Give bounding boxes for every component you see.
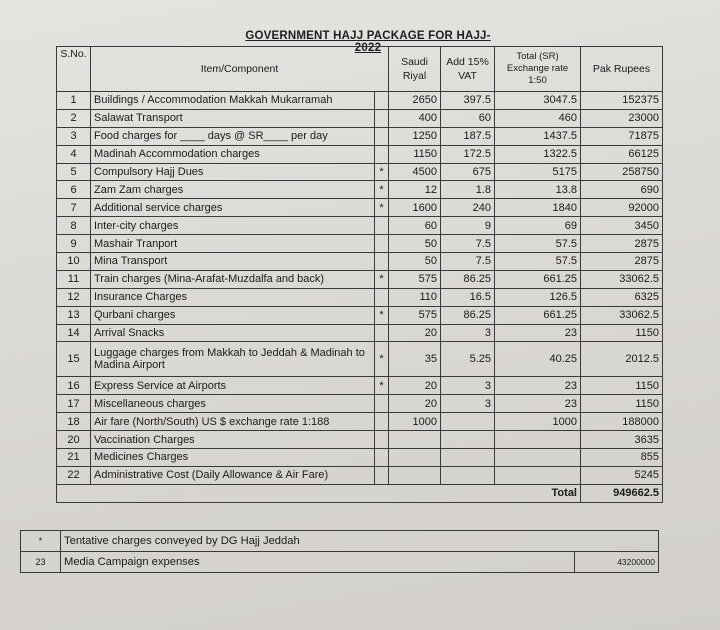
- row-pak-rupees: 33062.5: [581, 270, 663, 288]
- row-sno: 3: [57, 127, 91, 145]
- row-saudi-riyal: 2650: [389, 92, 441, 110]
- row-saudi-riyal: 4500: [389, 163, 441, 181]
- row-total-sr: 1322.5: [495, 145, 581, 163]
- table-row: [57, 377, 663, 395]
- total-row: [57, 484, 663, 502]
- row-vat: 397.5: [441, 92, 495, 110]
- row-vat: 3: [441, 395, 495, 413]
- table-row: [57, 270, 663, 288]
- row-item: Mina Transport: [91, 253, 375, 271]
- row-tentative-mark: [375, 413, 389, 431]
- row-saudi-riyal: 1150: [389, 145, 441, 163]
- row-tentative-mark: [375, 235, 389, 253]
- row-item: Air fare (North/South) US $ exchange rate 1:188: [91, 413, 375, 431]
- row-total-sr: 23: [495, 324, 581, 342]
- row-sno: 15: [57, 342, 91, 377]
- row-total-sr: 23: [495, 395, 581, 413]
- row-pak-rupees: 2012.5: [581, 342, 663, 377]
- row-total-sr: 5175: [495, 163, 581, 181]
- row-saudi-riyal: 1600: [389, 199, 441, 217]
- table-row: [57, 342, 663, 377]
- table-row: [57, 145, 663, 163]
- row-saudi-riyal: 35: [389, 342, 441, 377]
- row-vat: 3: [441, 324, 495, 342]
- row-tentative-mark: [375, 127, 389, 145]
- footnote-text: Media Campaign expenses: [61, 552, 575, 573]
- table-row: [57, 92, 663, 110]
- row-vat: 86.25: [441, 306, 495, 324]
- row-pak-rupees: 23000: [581, 109, 663, 127]
- footnote-row: [21, 552, 659, 573]
- row-total-sr: [495, 466, 581, 484]
- row-tentative-mark: [375, 217, 389, 235]
- header-saudi-riyal: Saudi Riyal: [389, 47, 441, 92]
- row-tentative-mark: *: [375, 199, 389, 217]
- row-saudi-riyal: 1000: [389, 413, 441, 431]
- row-pak-rupees: 258750: [581, 163, 663, 181]
- table-row: [57, 127, 663, 145]
- row-saudi-riyal: [389, 449, 441, 467]
- table-row: [57, 109, 663, 127]
- row-tentative-mark: [375, 449, 389, 467]
- header-pak-rupees: Pak Rupees: [581, 47, 663, 92]
- footnote-sno: 23: [21, 552, 61, 573]
- row-tentative-mark: [375, 145, 389, 163]
- row-tentative-mark: [375, 288, 389, 306]
- row-sno: 16: [57, 377, 91, 395]
- grand-total: 949662.5: [581, 484, 663, 502]
- row-pak-rupees: 92000: [581, 199, 663, 217]
- row-vat: [441, 466, 495, 484]
- row-sno: 21: [57, 449, 91, 467]
- row-saudi-riyal: 400: [389, 109, 441, 127]
- table-row: [57, 181, 663, 199]
- row-tentative-mark: *: [375, 342, 389, 377]
- row-vat: 86.25: [441, 270, 495, 288]
- row-sno: 11: [57, 270, 91, 288]
- row-pak-rupees: 2875: [581, 253, 663, 271]
- row-vat: 7.5: [441, 235, 495, 253]
- table-header-row: [57, 47, 663, 92]
- row-total-sr: [495, 431, 581, 449]
- footnote-text: Tentative charges conveyed by DG Hajj Jeddah: [61, 531, 659, 552]
- row-vat: 16.5: [441, 288, 495, 306]
- table-row: [57, 199, 663, 217]
- footnote-row: [21, 531, 659, 552]
- row-saudi-riyal: 60: [389, 217, 441, 235]
- row-vat: 60: [441, 109, 495, 127]
- row-vat: 5.25: [441, 342, 495, 377]
- row-pak-rupees: 6325: [581, 288, 663, 306]
- row-pak-rupees: 33062.5: [581, 306, 663, 324]
- row-vat: 9: [441, 217, 495, 235]
- table-row: [57, 324, 663, 342]
- row-tentative-mark: *: [375, 181, 389, 199]
- row-vat: 3: [441, 377, 495, 395]
- row-vat: 675: [441, 163, 495, 181]
- row-sno: 10: [57, 253, 91, 271]
- footnote-pkr: 43200000: [575, 552, 659, 573]
- row-total-sr: 1000: [495, 413, 581, 431]
- row-item: Medicines Charges: [91, 449, 375, 467]
- row-item: Miscellaneous charges: [91, 395, 375, 413]
- row-item: Buildings / Accommodation Makkah Mukarramah: [91, 92, 375, 110]
- row-total-sr: 3047.5: [495, 92, 581, 110]
- row-sno: 9: [57, 235, 91, 253]
- row-pak-rupees: 71875: [581, 127, 663, 145]
- table-row: [57, 395, 663, 413]
- row-tentative-mark: *: [375, 163, 389, 181]
- row-item: Compulsory Hajj Dues: [91, 163, 375, 181]
- table-row: [57, 217, 663, 235]
- row-pak-rupees: 2875: [581, 235, 663, 253]
- header-vat: Add 15% VAT: [441, 47, 495, 92]
- row-vat: 240: [441, 199, 495, 217]
- row-pak-rupees: 855: [581, 449, 663, 467]
- row-saudi-riyal: 110: [389, 288, 441, 306]
- row-vat: 1.8: [441, 181, 495, 199]
- row-item: Inter-city charges: [91, 217, 375, 235]
- footnote-table: [20, 530, 659, 573]
- row-total-sr: 69: [495, 217, 581, 235]
- table-row: [57, 163, 663, 181]
- table-row: [57, 449, 663, 467]
- row-item: Qurbani charges: [91, 306, 375, 324]
- row-item: Express Service at Airports: [91, 377, 375, 395]
- row-item: Additional service charges: [91, 199, 375, 217]
- row-sno: 7: [57, 199, 91, 217]
- row-total-sr: 40.25: [495, 342, 581, 377]
- row-item: Zam Zam charges: [91, 181, 375, 199]
- row-item: Food charges for ____ days @ SR____ per day: [91, 127, 375, 145]
- row-saudi-riyal: 12: [389, 181, 441, 199]
- row-tentative-mark: [375, 466, 389, 484]
- row-item: Arrival Snacks: [91, 324, 375, 342]
- row-tentative-mark: [375, 431, 389, 449]
- row-saudi-riyal: 50: [389, 253, 441, 271]
- row-tentative-mark: *: [375, 270, 389, 288]
- row-total-sr: 23: [495, 377, 581, 395]
- row-total-sr: 126.5: [495, 288, 581, 306]
- row-item: Salawat Transport: [91, 109, 375, 127]
- row-vat: 7.5: [441, 253, 495, 271]
- row-item: Vaccination Charges: [91, 431, 375, 449]
- row-vat: [441, 431, 495, 449]
- table-row: [57, 288, 663, 306]
- row-tentative-mark: *: [375, 306, 389, 324]
- table-row: [57, 466, 663, 484]
- row-sno: 18: [57, 413, 91, 431]
- row-tentative-mark: [375, 92, 389, 110]
- row-item: Train charges (Mina-Arafat-Muzdalfa and back): [91, 270, 375, 288]
- row-vat: 172.5: [441, 145, 495, 163]
- row-pak-rupees: 1150: [581, 377, 663, 395]
- table-row: [57, 413, 663, 431]
- row-saudi-riyal: 575: [389, 306, 441, 324]
- row-sno: 12: [57, 288, 91, 306]
- row-tentative-mark: [375, 324, 389, 342]
- row-total-sr: 13.8: [495, 181, 581, 199]
- row-total-sr: 1437.5: [495, 127, 581, 145]
- row-item: Administrative Cost (Daily Allowance & Air Fare): [91, 466, 375, 484]
- row-sno: 20: [57, 431, 91, 449]
- row-tentative-mark: [375, 253, 389, 271]
- row-sno: 2: [57, 109, 91, 127]
- row-pak-rupees: 188000: [581, 413, 663, 431]
- row-saudi-riyal: [389, 466, 441, 484]
- row-item: Mashair Tranport: [91, 235, 375, 253]
- document-title: GOVERNMENT HAJJ PACKAGE FOR HAJJ-2022: [245, 30, 491, 54]
- row-total-sr: 57.5: [495, 235, 581, 253]
- row-saudi-riyal: 575: [389, 270, 441, 288]
- table-body: [57, 92, 663, 485]
- row-saudi-riyal: 20: [389, 377, 441, 395]
- row-total-sr: 661.25: [495, 306, 581, 324]
- row-vat: 187.5: [441, 127, 495, 145]
- row-sno: 6: [57, 181, 91, 199]
- row-pak-rupees: 152375: [581, 92, 663, 110]
- row-pak-rupees: 1150: [581, 324, 663, 342]
- row-total-sr: 1840: [495, 199, 581, 217]
- row-total-sr: [495, 449, 581, 467]
- table-row: [57, 235, 663, 253]
- row-pak-rupees: 66125: [581, 145, 663, 163]
- row-item: Insurance Charges: [91, 288, 375, 306]
- row-sno: 22: [57, 466, 91, 484]
- row-sno: 1: [57, 92, 91, 110]
- row-saudi-riyal: 20: [389, 324, 441, 342]
- row-sno: 13: [57, 306, 91, 324]
- row-sno: 14: [57, 324, 91, 342]
- row-saudi-riyal: 1250: [389, 127, 441, 145]
- row-vat: [441, 449, 495, 467]
- row-total-sr: 661.25: [495, 270, 581, 288]
- row-pak-rupees: 3450: [581, 217, 663, 235]
- table-row: [57, 431, 663, 449]
- table-row: [57, 306, 663, 324]
- row-sno: 4: [57, 145, 91, 163]
- row-total-sr: 57.5: [495, 253, 581, 271]
- row-saudi-riyal: 50: [389, 235, 441, 253]
- footnote-marker: *: [21, 531, 61, 552]
- total-label: Total: [57, 484, 581, 502]
- header-sno: S.No.: [57, 47, 91, 92]
- header-item: Item/Component: [91, 47, 389, 92]
- row-total-sr: 460: [495, 109, 581, 127]
- row-saudi-riyal: 20: [389, 395, 441, 413]
- row-pak-rupees: 5245: [581, 466, 663, 484]
- row-sno: 17: [57, 395, 91, 413]
- header-total-sr: Total (SR) Exchange rate 1:50: [495, 47, 581, 92]
- row-saudi-riyal: [389, 431, 441, 449]
- hajj-package-table: [56, 46, 663, 503]
- row-tentative-mark: [375, 109, 389, 127]
- row-item: Madinah Accommodation charges: [91, 145, 375, 163]
- row-pak-rupees: 1150: [581, 395, 663, 413]
- row-pak-rupees: 3635: [581, 431, 663, 449]
- row-tentative-mark: [375, 395, 389, 413]
- table-row: [57, 253, 663, 271]
- row-tentative-mark: *: [375, 377, 389, 395]
- row-sno: 8: [57, 217, 91, 235]
- row-item: Luggage charges from Makkah to Jeddah & Madinah to Madina Airport: [91, 342, 375, 377]
- row-vat: [441, 413, 495, 431]
- row-pak-rupees: 690: [581, 181, 663, 199]
- row-sno: 5: [57, 163, 91, 181]
